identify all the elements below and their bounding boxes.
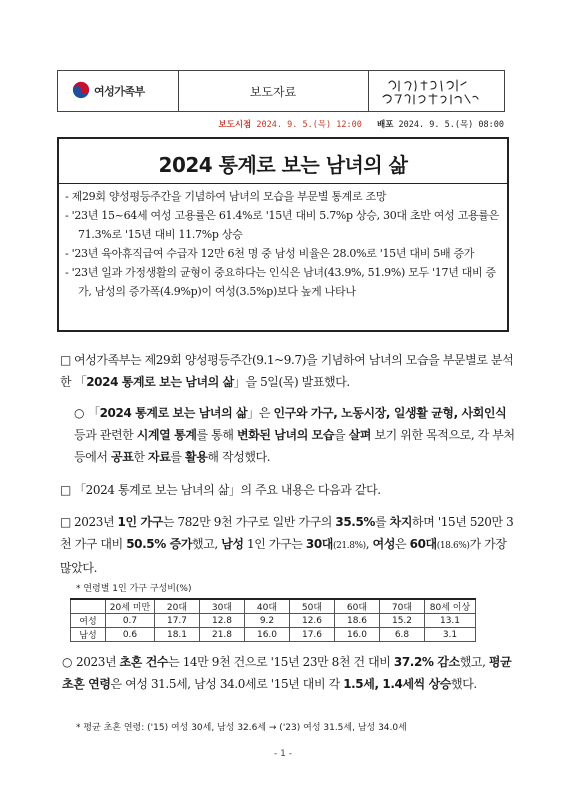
handwritten-slogan-icon <box>369 71 505 111</box>
table-cell: 12.8 <box>200 614 245 628</box>
emphasis-text: 35.5% <box>335 515 376 529</box>
emphasis-text: 활용 <box>185 450 208 464</box>
summary-item: - '23년 15~64세 여성 고용률은 61.4%로 '15년 대비 5.7%p 상승, 30대 초반 여성 고용률은 71.3%로 '15년 대비 11.7%p 상승 <box>65 209 499 241</box>
emphasis-text: 여성 <box>372 537 396 551</box>
paragraph-purpose <box>74 402 516 468</box>
table-cell: 12.6 <box>290 614 335 628</box>
paragraph-text: 는 14만 9천 건으로 '15년 23만 8천 건 대비 <box>168 655 394 669</box>
marriage-age-note: * 평균 초혼 연령: ('15) 여성 30세, 남성 32.6세 → ('23) 여성 31.5세, 남성 34.0세 <box>76 723 407 733</box>
paragraph-text: 2023년 <box>76 655 120 669</box>
paragraph-text: 를 <box>375 515 390 529</box>
percent-note: (21.8%) <box>332 541 366 551</box>
emphasis-text: 시계열 통계 <box>136 428 197 442</box>
summary-item: - 제29회 양성평등주간을 기념하여 남녀의 모습을 부문별 통계로 조망 <box>65 190 387 203</box>
table-cell: 3.1 <box>425 628 476 642</box>
summary-list <box>65 187 505 301</box>
topics-emphasis: 인구와 가구, 노동시장, 일생활 균형, 사회인식 <box>273 406 507 420</box>
taegeuk-logo-icon <box>72 81 90 99</box>
emphasis-text: 공표 <box>111 450 134 464</box>
table-caption: * 연령별 1인 가구 구성비(%) <box>76 584 192 594</box>
paragraph-text: 」은 <box>247 406 274 420</box>
paragraph-text: 하며 '15년 520만 3천 가구 대비 <box>60 515 514 551</box>
ministry-logo <box>58 71 179 111</box>
paragraph-text: 「 <box>88 406 100 420</box>
emphasis-text: 평균 초혼 연령 <box>62 655 512 691</box>
table-cell: 16.0 <box>245 628 290 642</box>
square-bullet-icon: □ <box>60 515 71 529</box>
emphasis-text: 60대 <box>409 537 437 551</box>
report-title-emphasis: 2024 통계로 보는 남녀의 삶 <box>86 375 234 389</box>
table-cell: 15.2 <box>380 614 425 628</box>
emphasis-text: 1.5세, 1.4세씩 상승 <box>343 677 451 691</box>
report-title-emphasis: 2024 통계로 보는 남녀의 삶 <box>99 406 248 420</box>
table-row <box>71 614 476 628</box>
paragraph-text: 를 <box>170 450 185 464</box>
paragraph-text: 했고, <box>192 537 222 551</box>
circle-bullet-icon: ○ <box>74 406 85 420</box>
paragraph-text: 은 <box>395 537 410 551</box>
table-cell: 0.7 <box>106 614 155 628</box>
page-number: - 1 - <box>274 749 292 759</box>
paragraph-text: 1인 가구는 <box>243 537 306 551</box>
paragraph-text: 가 가장 많았다. <box>60 537 507 575</box>
paragraph-text: 2023년 <box>74 515 118 529</box>
emphasis-text: 차지 <box>389 515 413 529</box>
table-header-cell: 30대 <box>200 599 245 614</box>
table-cell: 21.8 <box>200 628 245 642</box>
table-cell: 9.2 <box>245 614 290 628</box>
table-header-cell: 20세 미만 <box>106 599 155 614</box>
table-cell: 0.6 <box>106 628 155 642</box>
table-row-label: 여성 <box>71 614 106 628</box>
release-label: 보도시점 <box>218 120 252 130</box>
distribution-value: 2024. 9. 5.(목) 08:00 <box>398 120 504 130</box>
emphasis-text: 50.5% 증가 <box>126 537 193 551</box>
release-dates <box>218 118 504 130</box>
emphasis-text: 1인 가구 <box>117 515 163 529</box>
summary-divider <box>59 183 507 184</box>
paragraph-text: 여성가족부는 제29회 양성평등주간(9.1~9.7)을 기념하여 남녀의 모습을 부문별로 분석한 「 <box>60 353 514 389</box>
paragraph-text: 했다. <box>451 677 477 691</box>
emphasis-text: 자료 <box>148 450 171 464</box>
paragraph-text: , <box>365 537 373 551</box>
ministry-name: 여성가족부 <box>94 85 145 98</box>
table-header-cell: 20대 <box>155 599 200 614</box>
percent-note: (18.6%) <box>436 541 470 551</box>
square-bullet-icon: □ <box>60 353 71 367</box>
table-header-cell: 80세 이상 <box>425 599 476 614</box>
square-bullet-icon: □ <box>60 483 71 497</box>
paragraph-text: 등과 관련한 <box>74 428 137 442</box>
table-cell: 13.1 <box>425 614 476 628</box>
age-distribution-table <box>70 598 476 642</box>
paragraph-text: 를 통해 <box>196 428 237 442</box>
paragraph-text: 해 작성했다. <box>207 450 271 464</box>
doc-type-label: 보도자료 <box>178 71 369 111</box>
paragraph-text: 」을 5일(목) 발표했다. <box>233 375 350 389</box>
summary-title: 2024 통계로 보는 남녀의 삶 <box>158 153 408 177</box>
paragraph-text: 한 <box>133 450 148 464</box>
paragraph-text: 은 여성 31.5세, 남성 34.0세로 '15년 대비 각 <box>110 677 344 691</box>
table-row-label: 남성 <box>71 628 106 642</box>
emphasis-text: 변화된 남녀의 모습 <box>236 428 335 442</box>
release-value: 2024. 9. 5.(목) 12:00 <box>256 120 362 130</box>
paragraph-text: 「2024 통계로 보는 남녀의 삶」의 주요 내용은 다음과 같다. <box>74 483 381 497</box>
table-corner-cell <box>71 599 106 614</box>
table-cell: 18.6 <box>335 614 380 628</box>
table-cell: 16.0 <box>335 628 380 642</box>
table-header-cell: 40대 <box>245 599 290 614</box>
circle-bullet-icon: ○ <box>62 655 73 669</box>
paragraph-text: 보기 위한 목적으로, 각 부처 등에서 <box>74 428 515 464</box>
table-cell: 17.7 <box>155 614 200 628</box>
paragraph-intro-contents <box>60 479 515 501</box>
table-header-cell: 50대 <box>290 599 335 614</box>
emphasis-text: 37.2% 감소 <box>393 655 460 669</box>
paragraph-text: 는 782만 9천 가구로 일반 가구의 <box>162 515 336 529</box>
distribution-label: 배포 <box>376 120 394 130</box>
table-cell: 18.1 <box>155 628 200 642</box>
emphasis-text: 남성 <box>221 537 244 551</box>
summary-item: - '23년 육아휴직급여 수급자 12만 6천 명 중 남성 비율은 28.0%로 '15년 대비 5배 증가 <box>65 247 475 260</box>
paragraph-text: 했고, <box>459 655 489 669</box>
table-row <box>71 628 476 642</box>
table-header-cell: 60대 <box>335 599 380 614</box>
emphasis-text: 30대 <box>305 537 333 551</box>
table-cell: 17.6 <box>290 628 335 642</box>
paragraph-text: 을 <box>334 428 349 442</box>
paragraph-single-households <box>60 511 515 579</box>
summary-box <box>57 137 509 332</box>
summary-item: - '23년 일과 가정생활의 균형이 중요하다는 인식은 남녀(43.9%, 51.9%) 모두 '17년 대비 증가, 남성의 증가폭(4.9%p)이 여성(3.5%p)보다 높게 나타나 <box>65 266 496 298</box>
emphasis-text: 초혼 건수 <box>119 655 169 669</box>
paragraph-first-marriage <box>62 651 517 695</box>
emphasis-text: 살펴 <box>348 428 372 442</box>
header-box <box>57 70 505 112</box>
table-cell: 6.8 <box>380 628 425 642</box>
paragraph-announcement <box>60 349 515 393</box>
government-slogan <box>369 71 505 111</box>
table-header-cell: 70대 <box>380 599 425 614</box>
